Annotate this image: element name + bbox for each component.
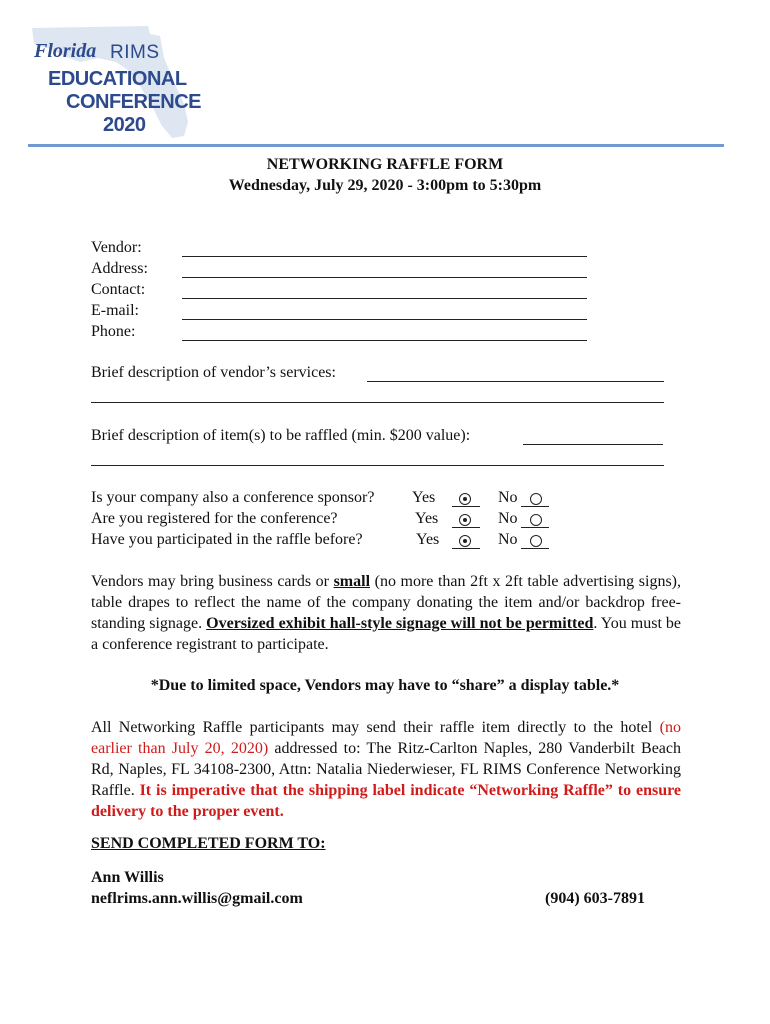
vendor-para-a: Vendors may bring business cards or — [91, 573, 334, 590]
shipping-paragraph — [91, 717, 681, 822]
phone-field[interactable] — [182, 340, 587, 341]
registered-yes-label: Yes — [415, 510, 439, 527]
logo-conference: CONFERENCE — [66, 91, 202, 113]
raffle-yes-line — [452, 548, 480, 549]
raffle-yes-label: Yes — [416, 531, 440, 548]
vendor-label: Vendor: — [91, 239, 142, 256]
vendor-paragraph — [91, 571, 681, 655]
email-label: E-mail: — [91, 302, 139, 319]
ship-para-date: (no earlier than July 20, 2020) — [91, 719, 681, 757]
header-divider — [28, 144, 724, 147]
sponsor-no-line — [521, 506, 549, 507]
send-heading: SEND COMPLETED FORM TO: — [91, 835, 326, 852]
raffle-no-label: No — [498, 531, 518, 548]
vendor-field[interactable] — [182, 256, 587, 257]
raffle-no-line — [521, 548, 549, 549]
sponsor-yes-label: Yes — [412, 489, 436, 506]
registered-no-line — [521, 527, 549, 528]
items-field-line2[interactable] — [91, 465, 664, 466]
sponsor-question: Is your company also a conference sponsor? — [91, 489, 375, 506]
raffle-question: Have you participated in the raffle before? — [91, 531, 363, 548]
contact-phone: (904) 603-7891 — [545, 890, 645, 907]
vendor-para-small: small — [333, 573, 371, 590]
contact-label: Contact: — [91, 281, 146, 298]
contact-field[interactable] — [182, 298, 587, 299]
ship-para-a: All Networking Raffle participants may send their raffle item directly to the hotel — [91, 719, 660, 736]
vendor-para-e: . You must be a conference registrant to participate. — [91, 615, 682, 653]
share-table-note: *Due to limited space, Vendors may have to “share” a display table.* — [150, 677, 620, 694]
ship-para-c: addressed to: The Ritz-Carlton Naples, 280 Vanderbilt Beach Rd, Naples, FL 34108-2300, Attn: Natalia Niederwieser, FL RIMS Conference Networking Raffle. — [91, 740, 682, 799]
logo-educational: EDUCATIONAL — [48, 68, 187, 90]
logo-florida: Florida — [34, 40, 97, 62]
address-field[interactable] — [182, 277, 587, 278]
registered-question: Are you registered for the conference? — [91, 510, 338, 527]
contact-email[interactable]: neflrims.ann.willis@gmail.com — [91, 890, 303, 907]
sponsor-yes-radio[interactable] — [459, 493, 471, 505]
contact-name: Ann Willis — [91, 869, 164, 886]
items-label: Brief description of item(s) to be raffled (min. $200 value): — [91, 427, 471, 444]
logo-year: 2020 — [103, 114, 146, 136]
form-subtitle: Wednesday, July 29, 2020 - 3:00pm to 5:30pm — [228, 177, 542, 194]
address-label: Address: — [91, 260, 148, 277]
services-label: Brief description of vendor’s services: — [91, 364, 336, 381]
raffle-yes-radio[interactable] — [459, 535, 471, 547]
sponsor-no-label: No — [498, 489, 518, 506]
email-field[interactable] — [182, 319, 587, 320]
services-field[interactable] — [367, 381, 664, 382]
sponsor-yes-line — [452, 506, 480, 507]
items-field[interactable] — [523, 444, 663, 445]
phone-label: Phone: — [91, 323, 136, 340]
ship-para-warning: It is imperative that the shipping label indicate “Networking Raffle” to ensure delivery to the proper event. — [91, 782, 682, 820]
raffle-no-radio[interactable] — [530, 535, 542, 547]
form-title: NETWORKING RAFFLE FORM — [266, 156, 504, 173]
registered-yes-line — [452, 527, 480, 528]
registered-no-radio[interactable] — [530, 514, 542, 526]
vendor-para-warning: Oversized exhibit hall-style signage will not be permitted — [206, 615, 594, 632]
vendor-para-c: (no more than 2ft x 2ft table advertising signs), table drapes to reflect the name of the company donating the item and/or backdrop free-standing signage. — [91, 573, 681, 632]
sponsor-no-radio[interactable] — [530, 493, 542, 505]
services-field-line2[interactable] — [91, 402, 664, 403]
registered-no-label: No — [498, 510, 518, 527]
conference-logo — [28, 18, 202, 140]
registered-yes-radio[interactable] — [459, 514, 471, 526]
logo-rims: RIMS — [110, 42, 160, 63]
